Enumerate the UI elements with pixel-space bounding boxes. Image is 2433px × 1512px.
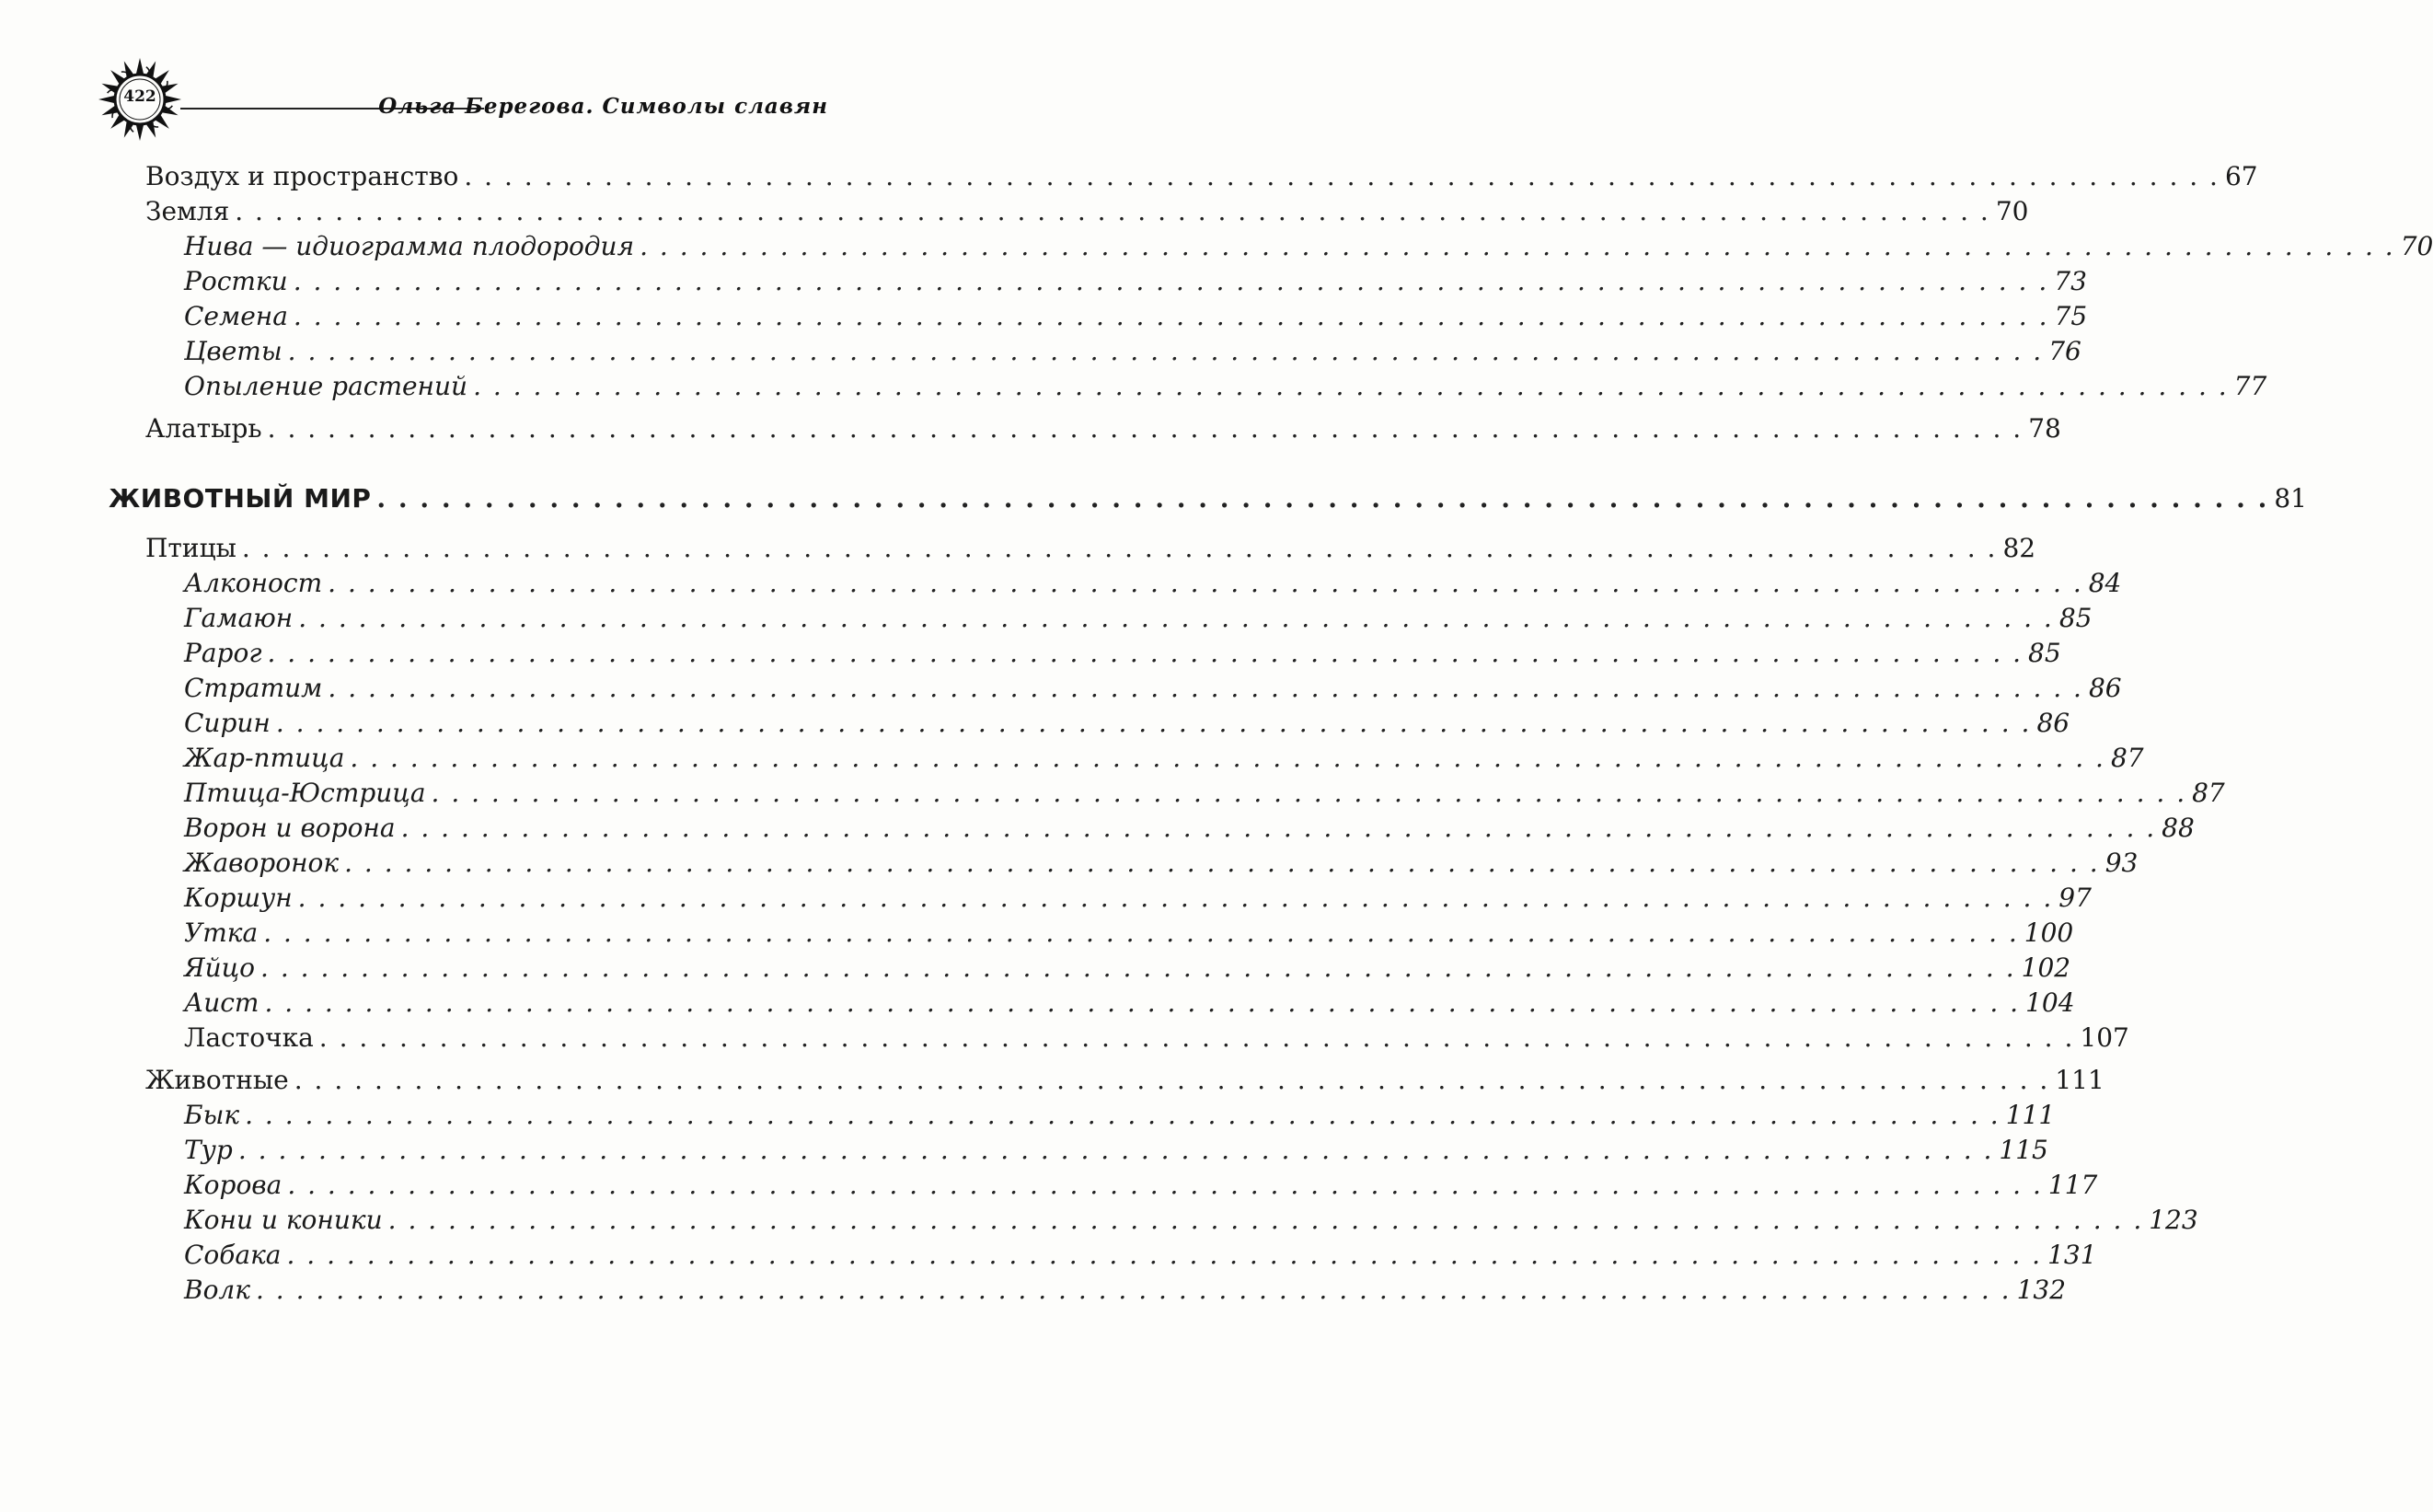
toc-chapter-entry [145,193,2029,230]
dot-leader: . . . . . . . . . . . . . . . . . . . . . . . . . . . . . . . . . . . . . . . . . . . . . . . . . . . . . . . . . . . . . . . . . . . . . . . . . . . . . . . . . . . . . . . . [260,952,2016,983]
toc-row [0,1237,2097,1274]
toc-subentry [184,228,2433,265]
dot-leader: . . . . . . . . . . . . . . . . . . . . . . . . . . . . . . . . . . . . . . . . . . . . . . . . . . . . . . . . . . . . . . . . . . . . . . . . . . . . . . . . . . . . . . . . [267,413,2024,444]
toc-entry-label: Волк [184,1275,250,1305]
toc-page-number: 88 [2162,813,2195,843]
toc-subentry [184,985,2075,1021]
toc-page-number: 131 [2047,1240,2097,1270]
toc-row [0,635,2061,672]
toc-row [0,915,2074,952]
dot-leader: . . . . . . . . . . . . . . . . . . . . . . . . . . . . . . . . . . . . . . . . . . . . . . . . . . . . . . . . . . . . . . . . . . . . . . . . . . . . . . . . . . . . . . . . [387,1205,2144,1235]
toc-entry-label: Нива — идиограмма плодородия [184,231,635,261]
dot-leader: . . . . . . . . . . . . . . . . . . . . . . . . . . . . . . . . . . . . . . . . . . . . . . . . . . . . . . . . . . . . . . . . . . . . . . . . . . . . . . . . . . . . . . . . [473,371,2229,401]
toc-subentry [184,600,2093,637]
dot-leader: . . . . . . . . . . . . . . . . . . . . . . . . . . . . . . . . . . . . . . . . . . . . . . . . . . . . . . . . . . . . . . . . . . . . . . . . . . . . . . . . . . . . . . . . [318,1022,2075,1053]
toc-entry-label: Рарог [184,638,262,668]
toc-page-number: 86 [2088,673,2122,703]
toc-chapter-entry [145,1062,2104,1099]
toc-row [0,1202,2198,1239]
toc-page-number: 102 [2021,952,2071,983]
dot-leader: . . . . . . . . . . . . . . . . . . . . . . . . . . . . . . . . . . . . . . . . . . . . . . . . . . . . . . . . . . . . . . . . . . . . . . . . . . . . . . . . . . . . . . . . [287,336,2044,366]
dot-leader: . . . . . . . . . . . . . . . . . . . . . . . . . . . . . . . . . . . . . . . . . . . . . . . . . . . . . . . . . . . . . . . . . . . . . . . . . . . . . . . . . . . . . . . . [241,533,1998,563]
dot-leader: . . . . . . . . . . . . . . . . . . . . . . . . . . . . . . . . . . . . . . . . . . . . . . . . . . . . . . . . . . . . . . . . . . . . . . . . . . . . . . . . . . . . . . . . [264,987,2021,1018]
toc-subentry [184,810,2195,847]
toc-row [0,985,2075,1021]
toc-chapter-entry [145,158,2258,195]
toc-entry-label: Алконост [184,568,323,598]
dot-leader: . . . . . . . . . . . . . . . . . . . . . . . . . . . . . . . . . . . . . . . . . . . . . . . . . . . . . . . . . . . . . . . . . . . . . . . . . . . . . . . . . . . . . . . . [350,743,2105,773]
toc-subentry [184,565,2122,602]
toc-row [0,880,2092,917]
toc-entry-label: Собака [184,1240,282,1270]
toc-row [0,410,2061,447]
dot-leader: . . . . . . . . . . . . . . . . . . . . . . . . . . . . . . . . . . . . . . . . . . . . . . . . . . . . . . . . . . . . . . . . . . . . . . . . . . . . . . . . . . . . . . . . [344,848,2100,878]
toc-page-number: 77 [2233,371,2267,401]
toc-page-number: 107 [2080,1022,2129,1053]
toc-page-number: 86 [2036,708,2070,738]
toc-row [0,1167,2098,1204]
toc-row [0,193,2029,230]
toc-entry-label: Жар-птица [184,743,345,773]
toc-row [0,480,2307,517]
toc-subentry [184,1237,2097,1274]
toc-subentry [184,740,2144,777]
toc-entry-label: Опыление растений [184,371,468,401]
toc-entry-label: Корова [184,1170,283,1200]
toc-page-number: 115 [1999,1135,2048,1165]
toc-row [0,845,2139,882]
toc-entry-label: Тур [184,1135,233,1165]
toc-page-number: 104 [2025,987,2075,1018]
toc-entry-label: Семена [184,301,288,331]
dot-leader: . . . . . . . . . . . . . . . . . . . . . . . . . . . . . . . . . . . . . . . . . . . . . . . . . . . . . . . . . . . . . . . . . . . . . . . . . . . . . . . . . . . . . . . . [237,1135,1994,1165]
toc-entry-label: Гамаюн [184,603,294,633]
toc-page-number: 87 [2110,743,2144,773]
toc-subentry [184,705,2070,742]
toc-page-number: 70 [2400,231,2433,261]
toc-page-number: 100 [2024,918,2074,948]
toc-subentry [184,915,2074,952]
toc-row [0,775,2225,812]
toc-page-number: 111 [2005,1100,2056,1130]
toc-row [0,263,2087,300]
toc-row [0,1062,2104,1099]
toc-subentry [184,880,2092,917]
toc-subentry [184,1202,2198,1239]
toc-entry-label: Кони и коники [184,1205,383,1235]
toc-entry-label: Стратим [184,673,323,703]
toc-row [0,950,2071,987]
toc-page-number: 75 [2054,301,2088,331]
toc-entry-label: Птицы [145,533,236,563]
toc-entry-label: Жаворонок [184,848,340,878]
toc-entry-label: Ворон и ворона [184,813,396,843]
dot-leader: . . . . . . . . . . . . . . . . . . . . . . . . . . . . . . . . . . . . . . . . . . . . . . . . . . . . . . . . . . . . . . . . . . . . . . . . . . . . . . . . . . . . . . . . [400,813,2157,843]
toc-page-number: 85 [2028,638,2061,668]
dot-leader: . . . . . . . . . . . . . . . . . . . . . . . . . . . . . . . . . . . . . . . . . . . . . . . . . . . . . . . . . . . . . . . . . . . . . . . . . . . . . . . . . . . . . . . . [293,301,2049,331]
dot-leader: . . . . . . . . . . . . . . . . . . . . . . . . . . . . . . . . . . . . . . . . . . . . . . . . . . . . . . . . . . . . . . . . . . . . . . . . . . . . . . . . . . . . . . . . [298,603,2054,633]
toc-page-number: 123 [2149,1205,2198,1235]
toc-entry-label: Утка [184,918,259,948]
toc-subentry [184,670,2122,707]
running-title: Ольга Берегова. Символы славян [378,94,828,119]
toc-subentry [184,775,2225,812]
dot-leader: . . . . . . . . . . . . . . . . . . . . . . . . . . . . . . . . . . . . . . . . . . . . . . . . . . . . . . . . . . . . . . . . . . . . . . . . . . . . . . . . . . . . . . . . [286,1240,2043,1270]
toc-chapter-entry [145,530,2036,567]
toc-entry-label: Животные [145,1065,289,1095]
toc-row [0,530,2036,567]
dot-leader: . . . . . . . . . . . . . . . . . . . . . . . . . . . . . . . . . . . . . . . . . . . . . . . . . . . . . . . . . . . . . . . . . . . . . . . . . . . . . . . . . . . . . . . . [263,918,2019,948]
toc-page-number: 93 [2104,848,2139,878]
toc-row [0,565,2122,602]
page-header [92,57,828,158]
toc-subentry [184,263,2087,300]
toc-chapter-entry [145,410,2061,447]
toc-subentry [184,1272,2067,1309]
toc-row [0,298,2088,335]
toc-page-number: 81 [2274,483,2307,514]
toc-entry-label: Ростки [184,266,288,296]
toc-entry-label: Коршун [184,883,293,913]
dot-leader: . . . . . . . . . . . . . . . . . . . . . . . . . . . . . . . . . . . . . . . . . . . . . . . . . . . . . . . . . . . . . . . . . . . . . . . . . . . . . . . . . . . . . . . . [235,196,1990,226]
toc-subentry [184,950,2071,987]
toc-page-number: 84 [2088,568,2122,598]
dot-leader: . . . . . . . . . . . . . . . . . . . . . . . . . . . . . . . . . . . . . . . . . . . . . . . . . . . . . . . . . . . . . . . . . . . . . . . . . . . . . . . . . . . . . . . . [255,1275,2012,1305]
dot-leader: . . . . . . . . . . . . . . . . . . . . . . . . . . . . . . . . . . . . . . . . . . . . . . . . . . . . . . . . . . . . . . . . . . . . . . . . . . . . . . . . . . . . . . . . [294,1065,2050,1095]
toc-entry-label: ЖИВОТНЫЙ МИР [109,483,372,514]
dot-leader: . . . . . . . . . . . . . . . . . . . . . . . . . . . . . . . . . . . . . . . . . . . . . . . . . . . . . . . . . . . . . . . . . . . . . . . . . . . . . . . . . . . . . . . . [464,161,2220,191]
toc-subentry [184,1097,2056,1134]
toc-entry-label: Цветы [184,336,283,366]
toc-row [0,600,2093,637]
toc-entry-label: Аист [184,987,259,1018]
toc-row [0,1272,2067,1309]
toc-page-number: 82 [2002,533,2036,563]
toc-subentry [184,635,2061,672]
toc-page-number: 111 [2055,1065,2104,1095]
toc-subentry [184,368,2267,405]
toc-page-number: 97 [2058,883,2092,913]
dot-leader: . . . . . . . . . . . . . . . . . . . . . . . . . . . . . . . . . . . . . . . . . . . . . . . . . . . . . . . . . . . . . . . . . . . . . . . . . . . . . . . . . . . . . . . . [640,231,2395,261]
toc-entry-label: Бык [184,1100,240,1130]
toc-section-entry [109,480,2307,517]
toc-subentry [184,298,2088,335]
dot-leader: . . . . . . . . . . . . . . . . . . . . . . . . . . . . . . . . . . . . . . . . . . . . . . . . . . . . . . . . . . . . . . . . . . . . . . . . . . . . . . . . . . . . . . . . [431,778,2187,808]
dot-leader: . . . . . . . . . . . . . . . . . . . . . . . . . . . . . . . . . . . . . . . . . . . . . . . . . . . . . . . . . . . . . . . . . . . . . . . . . . . . . . . . . . . . . . . . [275,708,2032,738]
toc-subentry [184,1132,2048,1169]
toc-row [0,705,2070,742]
page-number: 422 [123,87,156,106]
toc-row [0,333,2081,370]
dot-leader: . . . . . . . . . . . . . . . . . . . . . . . . . . . . . . . . . . . . . . . . . . . . . . . . . . . . . . . . . . . . . . . . . . . . . . . . . . . . . . . . . . . . . . . . [245,1100,2001,1130]
dot-leader: . . . . . . . . . . . . . . . . . . . . . . . . . . . . . . . . . . . . . . . . . . . . . . . . . . . . . . . . . . . . . . . . . . . . . . . . . . . . . . . . . . . . . . . . [328,568,2083,598]
toc-row [0,740,2144,777]
toc-row [0,1020,2129,1056]
toc-subentry [184,1020,2129,1056]
toc-page-number: 73 [2054,266,2087,296]
toc-entry-label: Сирин [184,708,271,738]
toc-page-number: 85 [2058,603,2093,633]
toc-page-number: 67 [2224,161,2258,191]
toc-row [0,158,2258,195]
dot-leader: . . . . . . . . . . . . . . . . . . . . . . . . . . . . . . . . . . . . . . . . . . . . . . . . . . . . . . . . . . . . . . . . . . . . . . . . . . . . . . . . . . . . . . . . [287,1170,2043,1200]
toc-page-number: 132 [2016,1275,2067,1305]
toc-row [0,1132,2048,1169]
toc-row [0,368,2267,405]
toc-page-number: 117 [2047,1170,2098,1200]
dot-leader: . . . . . . . . . . . . . . . . . . . . . . . . . . . . . . . . . . . . . . . . . . . . . . . . . . . . . . . . . . . . . . . . . . . . . . . . . . . . . . . . . . . . . . . . [267,638,2024,668]
toc-page-number: 78 [2028,413,2061,444]
toc-entry-label: Птица-Юстрица [184,778,426,808]
dot-leader: . . . . . . . . . . . . . . . . . . . . . . . . . . . . . . . . . . . . . . . . . . . . . . . . . . . . . . . . . . . . . . . . . . . . . . . . . . . . . . . . . . . . . . . . [328,673,2083,703]
dot-leader: . . . . . . . . . . . . . . . . . . . . . . . . . . . . . . . . . . . . . . . . . . . . . . . . . . . . . . . . . . . . . . . . . . . . . . . . . . . . . . . . . . . . . . . . [297,883,2054,913]
toc-subentry [184,845,2139,882]
toc-row [0,670,2122,707]
toc-subentry [184,333,2081,370]
toc-row [0,1097,2056,1134]
toc-entry-label: Земля [145,196,230,226]
toc-row [0,810,2195,847]
dot-leader: . . . . . . . . . . . . . . . . . . . . . . . . . . . . . . . . . . . . . . . . . . . . . . . . . . . . . . . . . . . . . . . . . . . . . . . . . . . . . . . . . . . . . . . . [376,483,2269,514]
toc-entry-label: Алатырь [145,413,262,444]
toc-subentry [184,1167,2098,1204]
toc-row [0,228,2433,265]
toc-entry-label: Яйцо [184,952,256,983]
toc-page-number: 87 [2192,778,2225,808]
toc-entry-label: Воздух и пространство [145,161,459,191]
toc-page-number: 76 [2048,336,2081,366]
dot-leader: . . . . . . . . . . . . . . . . . . . . . . . . . . . . . . . . . . . . . . . . . . . . . . . . . . . . . . . . . . . . . . . . . . . . . . . . . . . . . . . . . . . . . . . . [293,266,2049,296]
toc-page-number: 70 [1995,196,2029,226]
toc-entry-label: Ласточка [184,1022,314,1053]
